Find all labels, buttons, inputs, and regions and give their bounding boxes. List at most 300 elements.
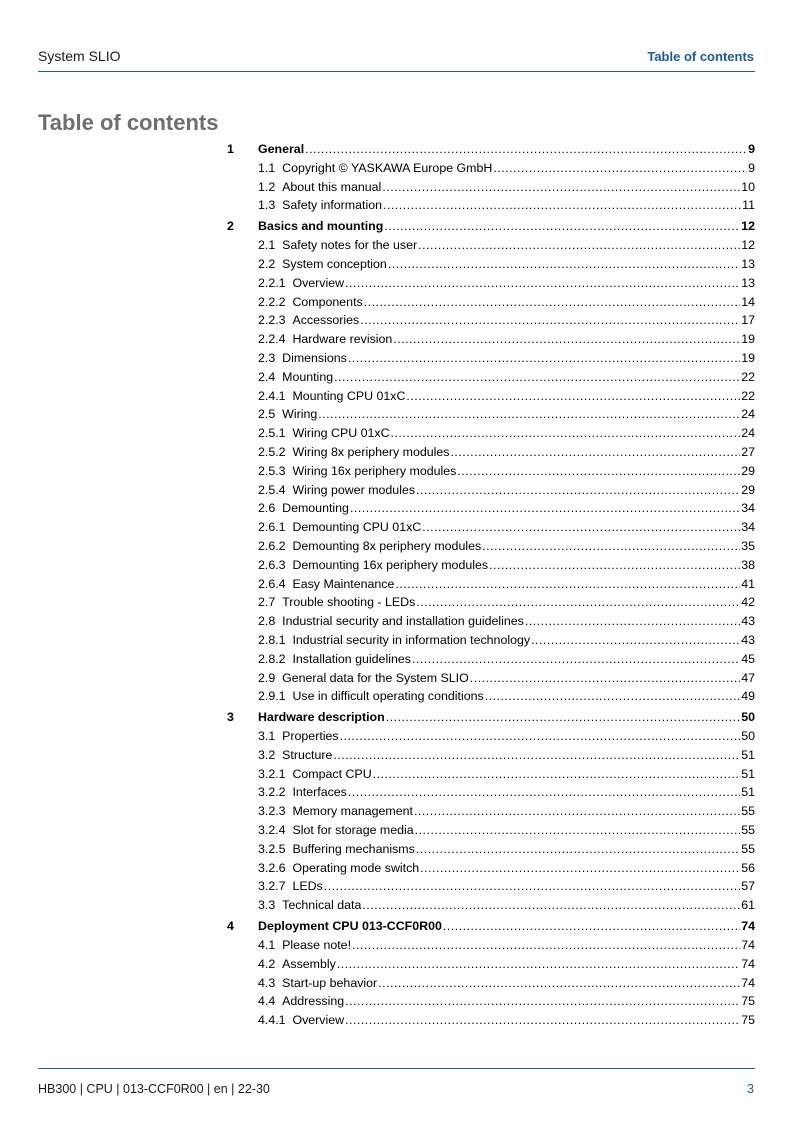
toc-entry-title[interactable]: Operating mode switch <box>292 860 420 875</box>
toc-entry-title[interactable]: Industrial security in information technology <box>292 632 531 647</box>
toc-entry-title[interactable]: Use in difficult operating conditions <box>292 689 484 704</box>
toc-entry-row[interactable] <box>227 349 755 368</box>
toc-page-number[interactable]: 74 <box>741 956 755 971</box>
toc-dot-leader <box>422 518 740 537</box>
toc-dot-leader <box>384 217 740 236</box>
toc-dot-leader <box>443 917 740 936</box>
toc-spacer <box>275 992 282 1011</box>
toc-spacer <box>275 746 282 765</box>
toc-line <box>258 746 755 765</box>
toc-dot-leader <box>352 936 740 955</box>
toc-line <box>258 178 755 197</box>
toc-section-number: 2.2.4 <box>258 332 286 347</box>
toc-spacer <box>286 631 293 650</box>
toc-section-number: 1.2 <box>258 179 276 194</box>
toc-page-number[interactable]: 29 <box>741 463 755 478</box>
toc-page-number[interactable]: 34 <box>741 501 755 516</box>
toc-entry-title[interactable]: Structure <box>282 747 333 762</box>
toc-section-number: 2.6 <box>258 501 276 516</box>
toc-page-number[interactable]: 10 <box>741 179 755 194</box>
toc-page-number[interactable]: 43 <box>741 632 755 647</box>
toc-dot-leader <box>337 955 740 974</box>
toc-section-number: 2.3 <box>258 350 276 365</box>
toc-section-number: 3.2.7 <box>258 879 286 894</box>
toc-section-number: 3.2.6 <box>258 860 286 875</box>
toc-page-number[interactable]: 61 <box>741 898 755 913</box>
toc-dot-leader <box>393 330 740 349</box>
toc-line <box>258 783 755 802</box>
toc-section-number: 1.1 <box>258 160 276 175</box>
toc-entry-row[interactable] <box>227 575 755 594</box>
toc-spacer <box>275 669 282 688</box>
toc-dot-leader <box>334 368 740 387</box>
toc-entry-row[interactable] <box>227 387 755 406</box>
toc-page-number[interactable]: 35 <box>741 538 755 553</box>
toc-spacer <box>286 330 293 349</box>
toc-entry-row[interactable] <box>227 821 755 840</box>
toc-section-number: 4.4.1 <box>258 1013 286 1028</box>
toc-line <box>258 387 755 406</box>
toc-page-number[interactable]: 19 <box>741 332 755 347</box>
toc-line <box>258 349 755 368</box>
toc-dot-leader <box>489 556 740 575</box>
toc-dot-leader <box>345 1011 740 1030</box>
toc-dot-leader <box>470 669 740 688</box>
toc-entry-row[interactable] <box>227 499 755 518</box>
toc-page-number[interactable]: 45 <box>741 651 755 666</box>
toc-entry-title[interactable]: About this manual <box>282 179 382 194</box>
toc-spacer <box>275 159 282 178</box>
toc-spacer <box>286 462 293 481</box>
toc-section-number: 2.7 <box>258 595 276 610</box>
toc-section-number: 2.5 <box>258 407 276 422</box>
toc-spacer <box>286 481 293 500</box>
toc-section-number: 3.2.3 <box>258 804 286 819</box>
toc-page-number[interactable]: 55 <box>741 841 755 856</box>
toc-entry-title[interactable]: Dimensions <box>282 350 347 365</box>
toc-entry-title[interactable]: Hardware revision <box>292 332 393 347</box>
toc-line <box>258 687 755 706</box>
toc-section-number: 2.8.2 <box>258 651 286 666</box>
toc-line <box>258 650 755 669</box>
toc-spacer <box>275 936 282 955</box>
toc-line <box>258 330 755 349</box>
toc-entry-title[interactable]: Easy Maintenance <box>292 576 395 591</box>
toc-entry-row[interactable] <box>227 443 755 462</box>
toc-entry-row[interactable] <box>227 424 755 443</box>
toc-entry-title[interactable]: Wiring 16x periphery modules <box>292 463 457 478</box>
toc-page-number[interactable]: 9 <box>748 142 755 156</box>
toc-page-number[interactable]: 74 <box>741 919 755 934</box>
toc-page-number[interactable]: 51 <box>741 766 755 781</box>
toc-page-number[interactable]: 75 <box>741 1013 755 1028</box>
toc-entry-title[interactable]: Hardware description <box>258 710 385 725</box>
toc-line <box>258 955 755 974</box>
toc-dot-leader <box>305 140 747 159</box>
footer-document-id: HB300 | CPU | 013-CCF0R00 | en | 22-30 <box>38 1082 270 1096</box>
toc-entry-row[interactable] <box>227 255 755 274</box>
toc-line <box>258 992 755 1011</box>
toc-entry-row[interactable] <box>227 687 755 706</box>
toc-entry-title[interactable]: Wiring CPU 01xC <box>292 426 390 441</box>
toc-entry-row[interactable] <box>227 1011 755 1030</box>
toc-section-number: 3.2.1 <box>258 766 286 781</box>
toc-spacer <box>286 443 293 462</box>
toc-spacer <box>286 518 293 537</box>
toc-entry-title[interactable]: Buffering mechanisms <box>292 841 415 856</box>
toc-entry-title[interactable]: Demounting <box>282 501 349 516</box>
toc-chapter-row[interactable] <box>227 917 755 936</box>
toc-section-number: 2.2.2 <box>258 294 286 309</box>
toc-dot-leader <box>412 650 740 669</box>
toc-spacer <box>275 178 282 197</box>
toc-line <box>258 481 755 500</box>
toc-line <box>258 631 755 650</box>
toc-section-number: 4.1 <box>258 938 276 953</box>
toc-entry-title[interactable]: Installation guidelines <box>292 651 411 666</box>
toc-entry-title[interactable]: Copyright © YASKAWA Europe GmbH <box>282 160 493 175</box>
toc-dot-leader <box>485 687 740 706</box>
toc-section-number: 2.8.1 <box>258 632 286 647</box>
toc-spacer <box>286 877 293 896</box>
toc-section-number: 2.5.3 <box>258 463 286 478</box>
toc-entry-row[interactable] <box>227 537 755 556</box>
toc-line <box>258 462 755 481</box>
toc-entry-title[interactable]: Please note! <box>282 938 352 953</box>
toc-page-number[interactable]: 75 <box>741 994 755 1009</box>
toc-entry-row[interactable] <box>227 556 755 575</box>
toc-entry-title[interactable]: Memory management <box>292 804 413 819</box>
toc-entry-title[interactable]: Slot for storage media <box>292 823 414 838</box>
toc-line <box>258 405 755 424</box>
toc-entry-row[interactable] <box>227 896 755 915</box>
toc-section-number: 2.2.3 <box>258 313 286 328</box>
toc-line <box>258 1011 755 1030</box>
toc-entry-row[interactable] <box>227 236 755 255</box>
toc-page-number[interactable]: 19 <box>741 350 755 365</box>
toc-entry-row[interactable] <box>227 765 755 784</box>
toc-section-number: 1.3 <box>258 198 276 213</box>
toc-page-number[interactable]: 27 <box>741 444 755 459</box>
toc-page-number[interactable]: 57 <box>741 879 755 894</box>
toc-page-number[interactable]: 12 <box>741 219 755 234</box>
toc-line <box>258 896 755 915</box>
toc-section-number: 2.4 <box>258 369 276 384</box>
toc-entry-row[interactable] <box>227 330 755 349</box>
toc-entry-row[interactable] <box>227 196 755 215</box>
toc-dot-leader <box>416 840 740 859</box>
toc-page-number[interactable]: 24 <box>741 426 755 441</box>
toc-line <box>258 802 755 821</box>
toc-entry-row[interactable] <box>227 992 755 1011</box>
toc-entry-title[interactable]: Components <box>292 294 363 309</box>
toc-section-number: 3.2.4 <box>258 823 286 838</box>
toc-entry-title[interactable]: LEDs <box>292 879 323 894</box>
toc-page-number[interactable]: 43 <box>741 614 755 629</box>
toc-page-number[interactable]: 22 <box>741 388 755 403</box>
toc-section-number: 2.6.4 <box>258 576 286 591</box>
toc-page-number[interactable]: 50 <box>741 710 755 725</box>
toc-dot-leader <box>482 537 740 556</box>
toc-dot-leader <box>395 575 740 594</box>
toc-list <box>227 140 755 1030</box>
toc-line <box>258 575 755 594</box>
toc-line <box>258 196 755 215</box>
toc-section-number: 2.8 <box>258 614 276 629</box>
toc-entry-title[interactable]: Safety notes for the user <box>282 238 418 253</box>
toc-entry-row[interactable] <box>227 669 755 688</box>
footer-page-number: 3 <box>747 1082 754 1096</box>
toc-section-number: 3.3 <box>258 898 276 913</box>
toc-entry-row[interactable] <box>227 955 755 974</box>
toc-page-number[interactable]: 55 <box>741 804 755 819</box>
toc-line <box>258 821 755 840</box>
toc-page-number[interactable]: 29 <box>741 482 755 497</box>
toc-line <box>258 311 755 330</box>
toc-page-number[interactable]: 51 <box>741 785 755 800</box>
toc-spacer <box>286 1011 293 1030</box>
toc-line <box>258 840 755 859</box>
toc-entry-title[interactable]: Industrial security and installation guidelines <box>282 614 524 629</box>
toc-dot-leader <box>318 405 740 424</box>
toc-spacer <box>286 650 293 669</box>
toc-dot-leader <box>391 424 741 443</box>
toc-dot-leader <box>386 708 741 727</box>
toc-spacer <box>275 196 282 215</box>
toc-page-number[interactable]: 55 <box>741 823 755 838</box>
toc-spacer <box>286 840 293 859</box>
toc-entry-row[interactable] <box>227 612 755 631</box>
toc-entry-row[interactable] <box>227 274 755 293</box>
toc-entry-row[interactable] <box>227 783 755 802</box>
toc-page-number[interactable]: 56 <box>741 860 755 875</box>
toc-entry-title[interactable]: Properties <box>282 729 339 744</box>
toc-entry-title[interactable]: General data for the System SLIO <box>282 670 469 685</box>
toc-dot-leader <box>340 727 741 746</box>
toc-page-number[interactable]: 50 <box>741 729 755 744</box>
toc-page-number[interactable]: 22 <box>741 369 755 384</box>
toc-entry-row[interactable] <box>227 311 755 330</box>
toc-entry-row[interactable] <box>227 368 755 387</box>
toc-line <box>258 859 755 878</box>
toc-dot-leader <box>450 443 740 462</box>
toc-entry-row[interactable] <box>227 405 755 424</box>
toc-entry-title[interactable]: Demounting 8x periphery modules <box>292 538 482 553</box>
toc-section-number: 2.1 <box>258 238 276 253</box>
toc-page-number[interactable]: 24 <box>741 407 755 422</box>
toc-dot-leader <box>383 196 741 215</box>
toc-spacer <box>286 821 293 840</box>
toc-entry-title[interactable]: Basics and mounting <box>258 219 384 234</box>
toc-line <box>258 368 755 387</box>
toc-dot-leader <box>333 746 740 765</box>
toc-entry-title[interactable]: System conception <box>282 256 387 271</box>
toc-spacer <box>286 274 293 293</box>
toc-page-number[interactable]: 13 <box>741 256 755 271</box>
toc-entry-row[interactable] <box>227 802 755 821</box>
toc-entry-row[interactable] <box>227 746 755 765</box>
toc-page-number[interactable]: 11 <box>742 198 755 213</box>
toc-chapter-number: 4 <box>227 919 234 934</box>
toc-entry-title[interactable]: Compact CPU <box>292 766 372 781</box>
toc-page-number[interactable]: 47 <box>741 670 755 685</box>
toc-section-number: 3.2.5 <box>258 841 286 856</box>
toc-entry-title[interactable]: Addressing <box>282 994 345 1009</box>
toc-dot-leader <box>348 783 740 802</box>
toc-dot-leader <box>416 593 740 612</box>
toc-spacer <box>286 687 293 706</box>
toc-spacer <box>275 368 282 387</box>
toc-spacer <box>275 499 282 518</box>
toc-dot-leader <box>415 821 741 840</box>
toc-section-number: 4.2 <box>258 956 276 971</box>
toc-chapter-number: 2 <box>227 219 234 234</box>
toc-page-number[interactable]: 14 <box>741 294 755 309</box>
toc-spacer <box>286 537 293 556</box>
toc-entry-row[interactable] <box>227 481 755 500</box>
toc-chapter-row[interactable] <box>227 217 755 236</box>
toc-entry-title[interactable]: Demounting 16x periphery modules <box>292 557 489 572</box>
toc-line <box>258 727 755 746</box>
toc-page-number[interactable]: 74 <box>741 938 755 953</box>
toc-spacer <box>286 783 293 802</box>
toc-dot-leader <box>362 896 740 915</box>
toc-dot-leader <box>531 631 740 650</box>
toc-line <box>258 293 755 312</box>
toc-entry-row[interactable] <box>227 159 755 178</box>
toc-dot-leader <box>350 499 740 518</box>
toc-spacer <box>275 974 282 993</box>
toc-section-number: 2.5.4 <box>258 482 286 497</box>
toc-dot-leader <box>324 877 740 896</box>
toc-entry-title[interactable]: General <box>258 142 305 156</box>
toc-spacer <box>286 575 293 594</box>
toc-entry-row[interactable] <box>227 178 755 197</box>
toc-line <box>258 255 755 274</box>
toc-page-number[interactable]: 13 <box>741 275 755 290</box>
toc-section-number: 2.6.1 <box>258 520 286 535</box>
toc-entry-title[interactable]: Overview <box>292 1013 345 1028</box>
toc-entry-row[interactable] <box>227 936 755 955</box>
toc-spacer <box>275 236 282 255</box>
toc-entry-title[interactable]: Safety information <box>282 198 382 213</box>
toc-entry-row[interactable] <box>227 293 755 312</box>
toc-entry-row[interactable] <box>227 859 755 878</box>
toc-dot-leader <box>360 311 740 330</box>
toc-dot-leader <box>382 178 740 197</box>
toc-page-number[interactable]: 17 <box>741 313 755 328</box>
toc-dot-leader <box>378 974 740 993</box>
toc-entry-row[interactable] <box>227 877 755 896</box>
toc-spacer <box>286 802 293 821</box>
toc-section-number: 4.4 <box>258 994 276 1009</box>
toc-page-number[interactable]: 49 <box>741 689 755 704</box>
toc-line <box>258 974 755 993</box>
toc-line <box>258 159 755 178</box>
toc-entry-title[interactable]: Mounting CPU 01xC <box>292 388 406 403</box>
toc-spacer <box>275 955 282 974</box>
toc-spacer <box>275 727 282 746</box>
toc-section-number: 4.3 <box>258 975 276 990</box>
toc-entry-title[interactable]: Accessories <box>292 313 360 328</box>
toc-dot-leader <box>420 859 740 878</box>
toc-chapter-row[interactable] <box>227 140 755 159</box>
toc-entry-row[interactable] <box>227 631 755 650</box>
toc-dot-leader <box>364 293 740 312</box>
toc-page-number[interactable]: 9 <box>748 160 755 175</box>
toc-dot-leader <box>418 236 740 255</box>
toc-entry-title[interactable]: Start-up behavior <box>282 975 378 990</box>
toc-spacer <box>275 255 282 274</box>
toc-page-number[interactable]: 42 <box>741 595 755 610</box>
toc-entry-title[interactable]: Trouble shooting - LEDs <box>282 595 416 610</box>
toc-line <box>258 518 755 537</box>
toc-section-number: 2.2.1 <box>258 275 286 290</box>
toc-entry-title[interactable]: Wiring <box>282 407 318 422</box>
toc-spacer <box>275 896 282 915</box>
toc-line <box>258 708 755 727</box>
toc-entry-title[interactable]: Overview <box>292 275 345 290</box>
toc-line <box>258 217 755 236</box>
toc-entry-row[interactable] <box>227 650 755 669</box>
toc-section-number: 3.1 <box>258 729 276 744</box>
toc-entry-title[interactable]: Wiring power modules <box>292 482 416 497</box>
toc-section-number: 2.9 <box>258 670 276 685</box>
toc-entry-title[interactable]: Interfaces <box>292 785 347 800</box>
toc-entry-title[interactable]: Wiring 8x periphery modules <box>292 444 450 459</box>
toc-page-number[interactable]: 38 <box>741 557 755 572</box>
toc-spacer <box>286 765 293 784</box>
toc-section-number: 3.2 <box>258 747 276 762</box>
toc-page-number[interactable]: 51 <box>741 747 755 762</box>
toc-entry-row[interactable] <box>227 593 755 612</box>
toc-entry-row[interactable] <box>227 727 755 746</box>
toc-entry-row[interactable] <box>227 974 755 993</box>
toc-entry-title[interactable]: Technical data <box>282 898 362 913</box>
toc-dot-leader <box>406 387 740 406</box>
toc-page-number[interactable]: 12 <box>741 238 755 253</box>
toc-entry-title[interactable]: Deployment CPU 013-CCF0R00 <box>258 919 442 934</box>
toc-chapter-row[interactable] <box>227 708 755 727</box>
toc-spacer <box>275 349 282 368</box>
toc-line <box>258 917 755 936</box>
toc-entry-title[interactable]: Demounting CPU 01xC <box>292 520 422 535</box>
toc-chapter-number: 3 <box>227 710 234 725</box>
toc-entry-title[interactable]: Assembly <box>282 956 336 971</box>
toc-line <box>258 236 755 255</box>
toc-dot-leader <box>525 612 740 631</box>
toc-entry-title[interactable]: Mounting <box>282 369 334 384</box>
toc-page-number[interactable]: 74 <box>741 975 755 990</box>
toc-spacer <box>286 424 293 443</box>
toc-section-number: 2.5.1 <box>258 426 286 441</box>
toc-line <box>258 443 755 462</box>
toc-page-number[interactable]: 41 <box>741 576 755 591</box>
toc-spacer <box>275 593 282 612</box>
toc-line <box>258 765 755 784</box>
toc-entry-row[interactable] <box>227 462 755 481</box>
toc-section-number: 2.2 <box>258 256 276 271</box>
toc-line <box>258 556 755 575</box>
toc-spacer <box>275 405 282 424</box>
toc-dot-leader <box>457 462 740 481</box>
toc-entry-row[interactable] <box>227 518 755 537</box>
toc-line <box>258 274 755 293</box>
toc-page-number[interactable]: 34 <box>741 520 755 535</box>
toc-line <box>258 877 755 896</box>
toc-entry-row[interactable] <box>227 840 755 859</box>
toc-dot-leader <box>388 255 740 274</box>
